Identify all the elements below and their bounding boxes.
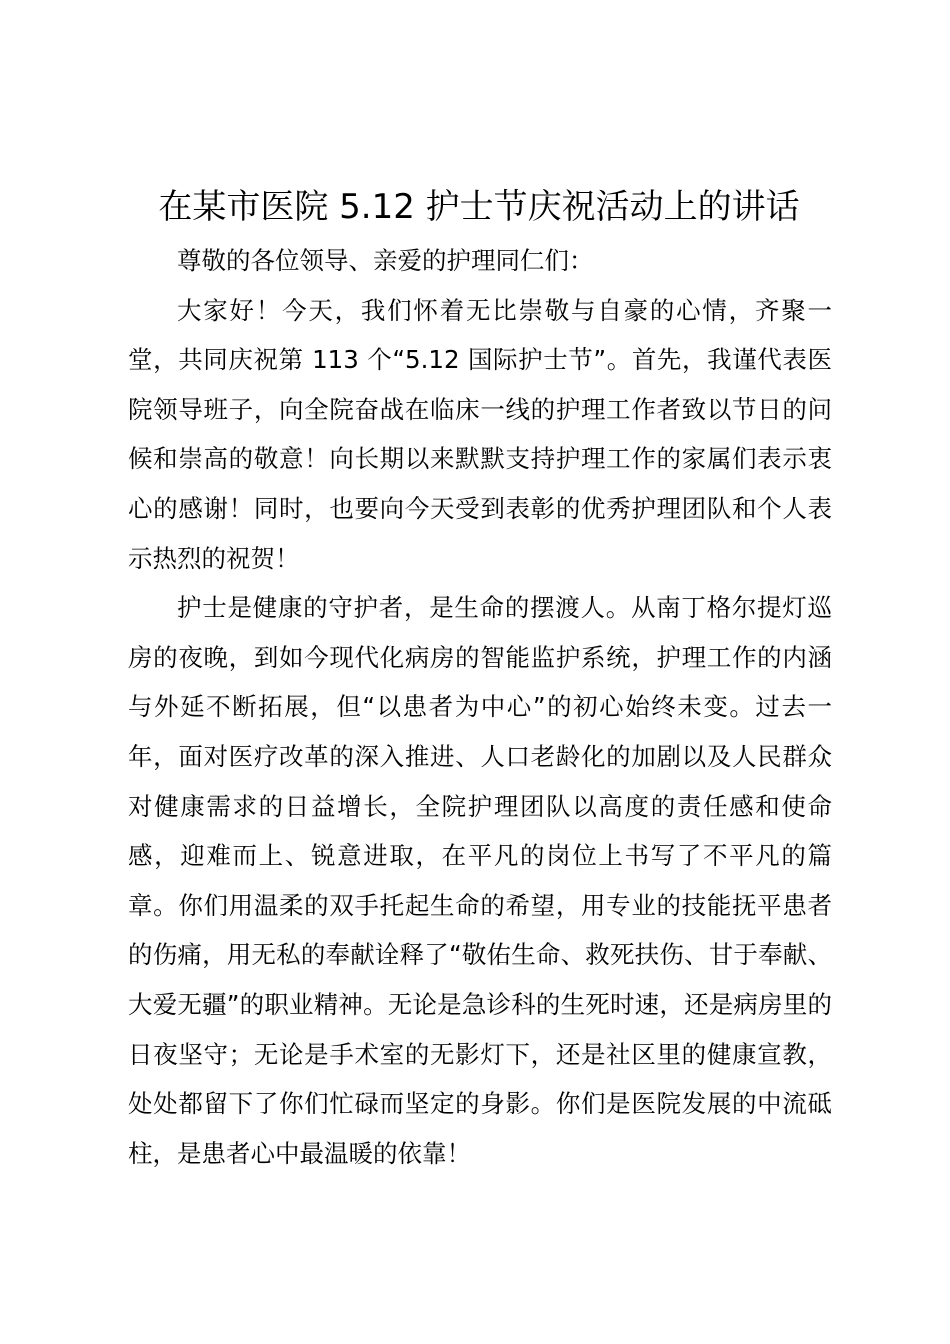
document-body <box>128 236 832 1178</box>
paragraph-nurses-role: 护士是健康的守护者，是生命的摆渡人。从南丁格尔提灯巡房的夜晚，到如今现代化病房的智能监护系统，护理工作的内涵与外延不断拓展，但“以患者为中心”的初心始终未变。过去一年，面对医疗改革的深入推进、人口老龄化的加剧以及人民群众对健康需求的日益增长，全院护理团队以高度的责任感和使命感，迎难而上、锐意进取，在平凡的岗位上书写了不平凡的篇章。你们用温柔的双手托起生命的希望，用专业的技能抚平患者的伤痛，用无私的奉献诠释了“敬佑生命、救死扶伤、甘于奉献、大爱无疆”的职业精神。无论是急诊科的生死时速，还是病房里的日夜坚守；无论是手术室的无影灯下，还是社区里的健康宣教，处处都留下了你们忙碌而坚定的身影。你们是医院发展的中流砥柱，是患者心中最温暖的依靠！ <box>128 593 832 1168</box>
paragraph-greeting: 大家好！今天，我们怀着无比崇敬与自豪的心情，齐聚一堂，共同庆祝第 113 个“5.12 国际护士节”。首先，我谨代表医院领导班子，向全院奋战在临床一线的护理工作者致以节日的问候和崇高的敬意！向长期以来默默支持护理工作的家属们表示衷心的感谢！同时，也要向今天受到表彰的优秀护理团队和个人表示热烈的祝贺！ <box>128 295 832 573</box>
salutation: 尊敬的各位领导、亲爱的护理同仁们： <box>177 246 594 275</box>
document-title: 在某市医院 5.12 护士节庆祝活动上的讲话 <box>158 187 800 227</box>
